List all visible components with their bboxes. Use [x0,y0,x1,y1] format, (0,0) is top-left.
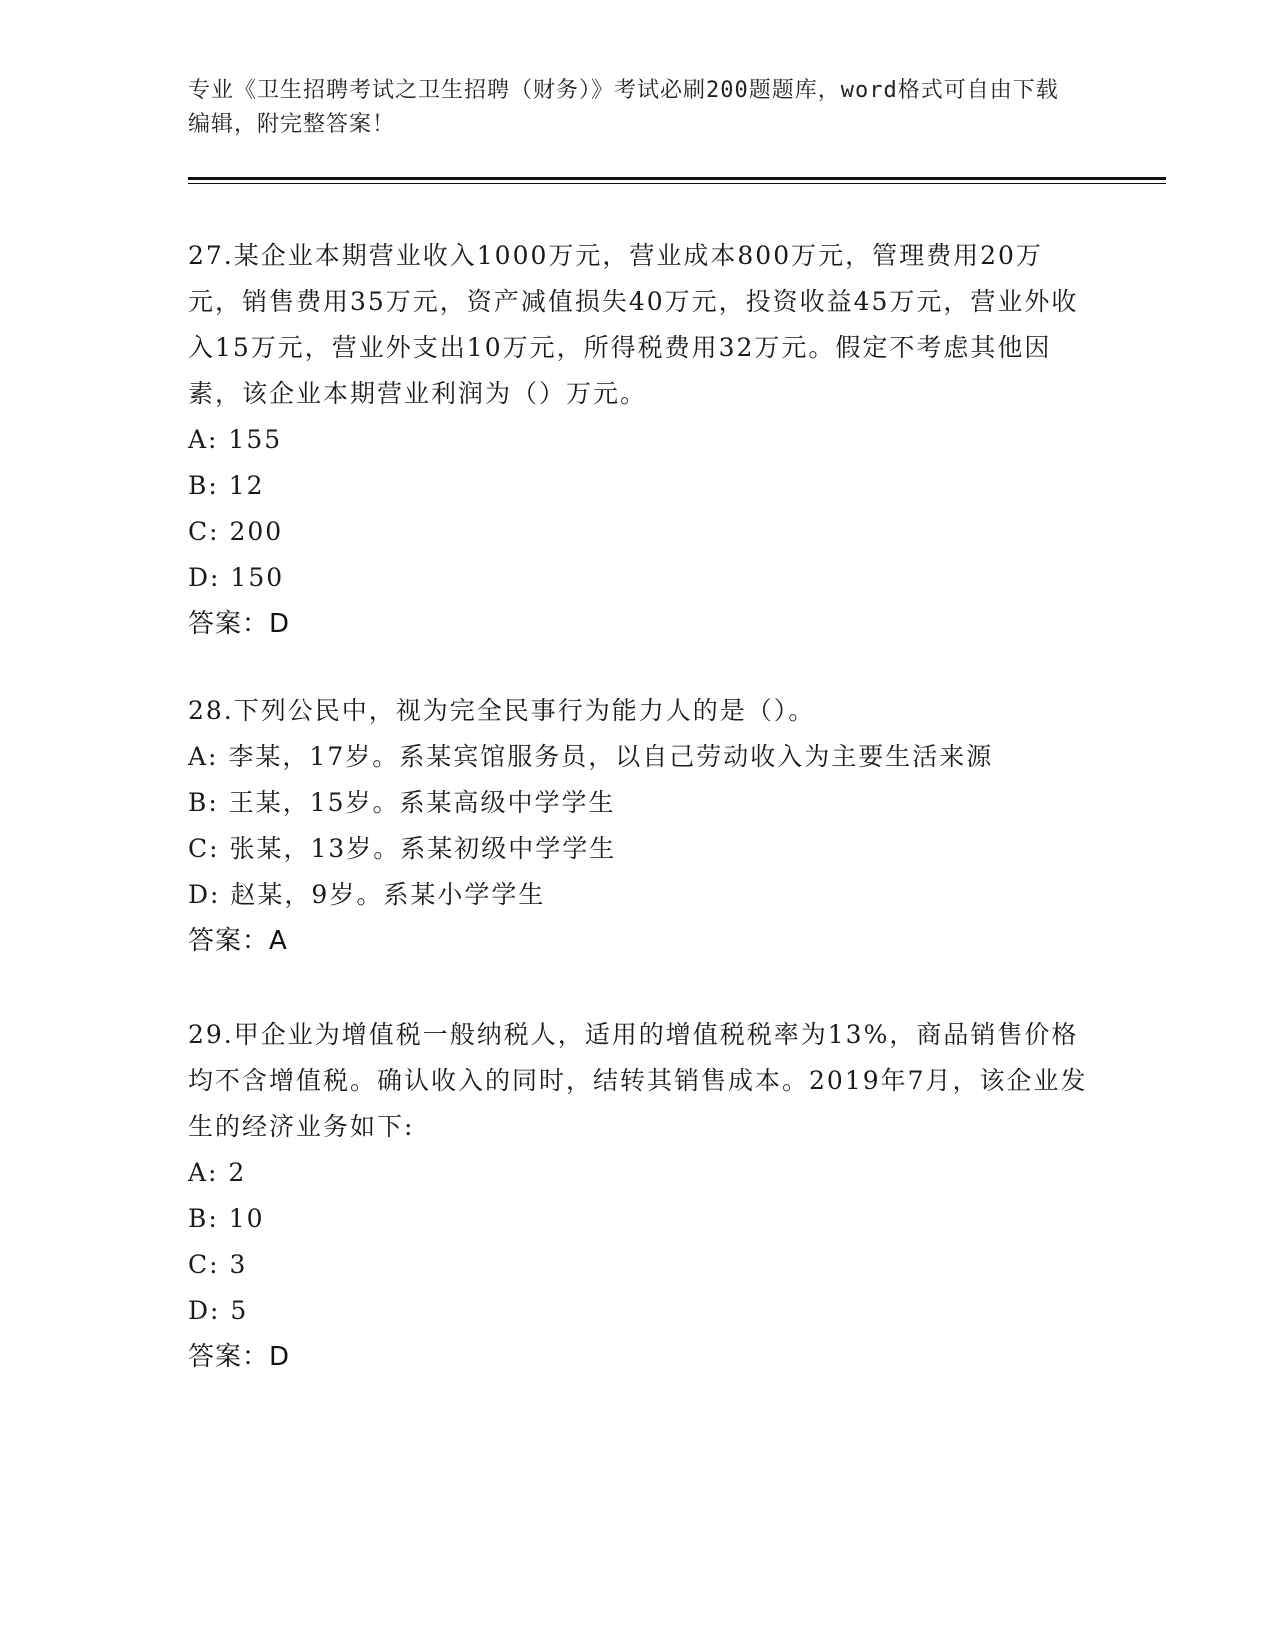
document-header: 专业《卫生招聘考试之卫生招聘（财务）》考试必刷200题题库，word格式可自由下载编辑，附完整答案！ [188,78,1059,137]
header-rule-thin [188,183,1166,184]
option-a: A: 李某，17岁。系某宾馆服务员，以自己劳动收入为主要生活来源 [188,742,994,771]
answer-line: 答案：D [188,609,291,639]
answer-line: 答案：D [188,1342,291,1372]
option-c: C: 3 [188,1250,248,1279]
question-28 [188,688,1088,964]
question-stem: 29.甲企业为增值税一般纳税人，适用的增值税税率为13%，商品销售价格均不含增值税。确认收入的同时，结转其销售成本。2019年7月，该企业发生的经济业务如下: [188,1020,1088,1141]
question-27 [188,233,1088,647]
header-rule-thick [188,177,1166,180]
option-c: C: 200 [188,517,284,546]
question-stem: 27.某企业本期营业收入1000万元，营业成本800万元，管理费用20万元，销售费用35万元，资产减值损失40万元，投资收益45万元，营业外收入15万元，营业外支出10万元，所得税费用32万元。假定不考虑其他因素，该企业本期营业利润为（）万元。 [188,241,1079,408]
option-b: B: 12 [188,471,265,500]
option-d: D: 150 [188,563,285,592]
option-c: C: 张某，13岁。系某初级中学学生 [188,834,617,863]
option-b: B: 王某，15岁。系某高级中学学生 [188,788,616,817]
option-a: A: 2 [188,1158,247,1187]
question-29 [188,1012,1088,1380]
question-stem: 28.下列公民中，视为完全民事行为能力人的是（）。 [188,696,816,725]
option-d: D: 5 [188,1296,249,1325]
option-a: A: 155 [188,425,283,454]
option-b: B: 10 [188,1204,265,1233]
answer-line: 答案：A [188,926,288,956]
option-d: D: 赵某，9岁。系某小学学生 [188,880,546,909]
